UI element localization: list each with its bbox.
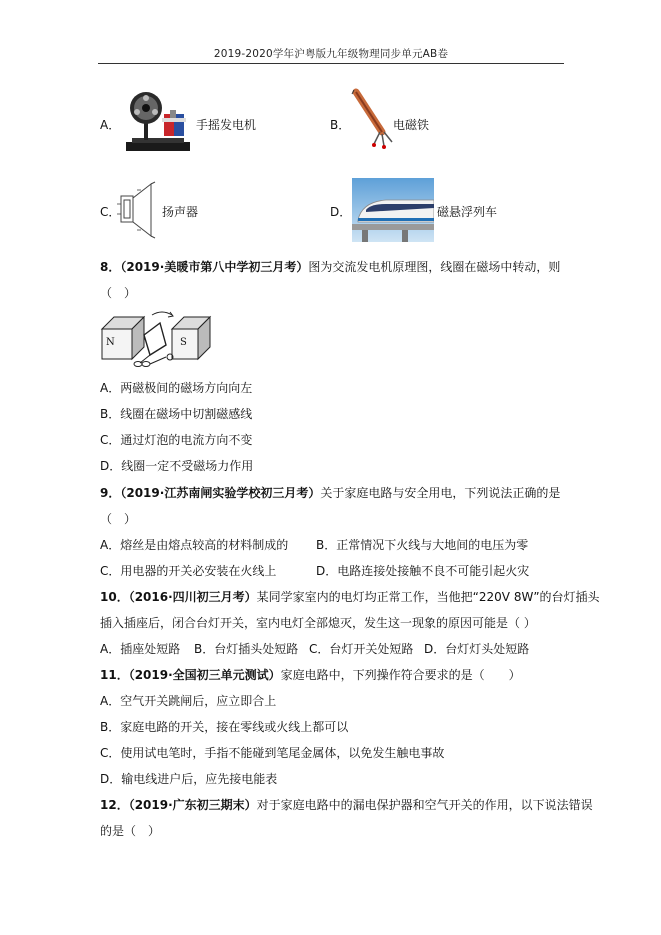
question-8-text: 图为交流发电机原理图，线圈在磁场中转动，则: [308, 260, 561, 274]
option-a-letter: A．: [100, 118, 121, 132]
question-11-text: 家庭电路中，下列操作符合要求的是（ ）: [280, 668, 521, 682]
question-9-option-c: C．用电器的开关必安装在火线上: [100, 564, 277, 578]
option-c-letter: C．: [100, 205, 121, 219]
question-8-option-a: A．两磁极间的磁场方向向左: [100, 381, 253, 395]
option-d-letter: D．: [330, 205, 352, 219]
question-12-number: 12．: [100, 798, 129, 812]
question-10-source: （2016·四川初三月考）: [128, 590, 257, 604]
question-9-option-d: D．电路连接处接触不良不可能引起火灾: [316, 564, 530, 578]
question-11-option-c: C．使用试电笔时，手指不能碰到笔尾金属体，以免发生触电事故: [100, 746, 445, 760]
ac-generator-drawing: [100, 309, 212, 369]
question-12-text-line1: 对于家庭电路中的漏电保护器和空气开关的作用，以下说法错误: [256, 798, 593, 812]
option-b-letter: B．: [330, 118, 351, 132]
question-10-option-d: D．台灯灯头处短路: [424, 642, 530, 656]
question-9-blank: （ ）: [100, 512, 137, 526]
ac-generator-figure: [100, 309, 212, 369]
question-12-stem: [100, 797, 593, 813]
question-11-option-b: B．家庭电路的开关，接在零线或火线上都可以: [100, 720, 349, 734]
question-10-text-line1: 某同学家室内的电灯均正常工作，当他把“220V 8W”的台灯插头: [256, 590, 600, 604]
magnet-pole-s: S: [180, 337, 187, 348]
question-10-option-b: B．台灯插头处短路: [194, 642, 299, 656]
question-10-number: 10．: [100, 590, 129, 604]
question-8-option-d: D．线圈一定不受磁场力作用: [100, 459, 254, 473]
header-divider: [98, 63, 564, 64]
maglev-train-image: [352, 178, 434, 242]
question-11-option-d: D．输电线进户后，应先接电能表: [100, 772, 278, 786]
option-d-label: 磁悬浮列车: [437, 205, 498, 219]
electromagnet-image: [348, 88, 394, 150]
option-c-label: 扬声器: [162, 205, 199, 219]
question-10-option-c: C．台灯开关处短路: [309, 642, 414, 656]
question-10-stem: [100, 589, 600, 605]
question-9-option-a: A．熔丝是由熔点较高的材料制成的: [100, 538, 289, 552]
hand-crank-generator-image: [124, 88, 192, 154]
question-9-source: （2019·江苏南闸实验学校初三月考）: [120, 486, 321, 500]
option-a-label: 手摇发电机: [196, 118, 257, 132]
question-12-source: （2019·广东初三期末）: [128, 798, 257, 812]
question-10-option-a: A．插座处短路: [100, 642, 181, 656]
question-8-stem: [100, 259, 560, 275]
question-9-number: 9．: [100, 486, 121, 500]
question-11-source: （2019·全国初三单元测试）: [128, 668, 281, 682]
question-11-number: 11．: [100, 668, 129, 682]
question-8-source: （2019·美暖市第八中学初三月考）: [120, 260, 309, 274]
question-8-blank: （ ）: [100, 286, 137, 300]
question-11-stem: [100, 667, 521, 683]
loudspeaker-image: [115, 180, 159, 240]
question-9-text: 关于家庭电路与安全用电，下列说法正确的是: [320, 486, 561, 500]
question-9-stem: [100, 485, 560, 501]
question-8-option-c: C．通过灯泡的电流方向不变: [100, 433, 253, 447]
question-12-text-line2: 的是（ ）: [100, 824, 161, 838]
question-9-option-b: B．正常情况下火线与大地间的电压为零: [316, 538, 529, 552]
question-10-text-line2: 插入插座后，闭合台灯开关，室内电灯全部熄灭，发生这一现象的原因可能是（ ）: [100, 616, 536, 630]
magnet-pole-n: N: [106, 337, 115, 348]
option-b-label: 电磁铁: [393, 118, 430, 132]
page-header: 2019-2020学年沪粤版九年级物理同步单元AB卷: [213, 48, 449, 60]
question-8-number: 8．: [100, 260, 121, 274]
question-8-option-b: B．线圈在磁场中切割磁感线: [100, 407, 253, 421]
question-11-option-a: A．空气开关跳闸后，应立即合上: [100, 694, 277, 708]
